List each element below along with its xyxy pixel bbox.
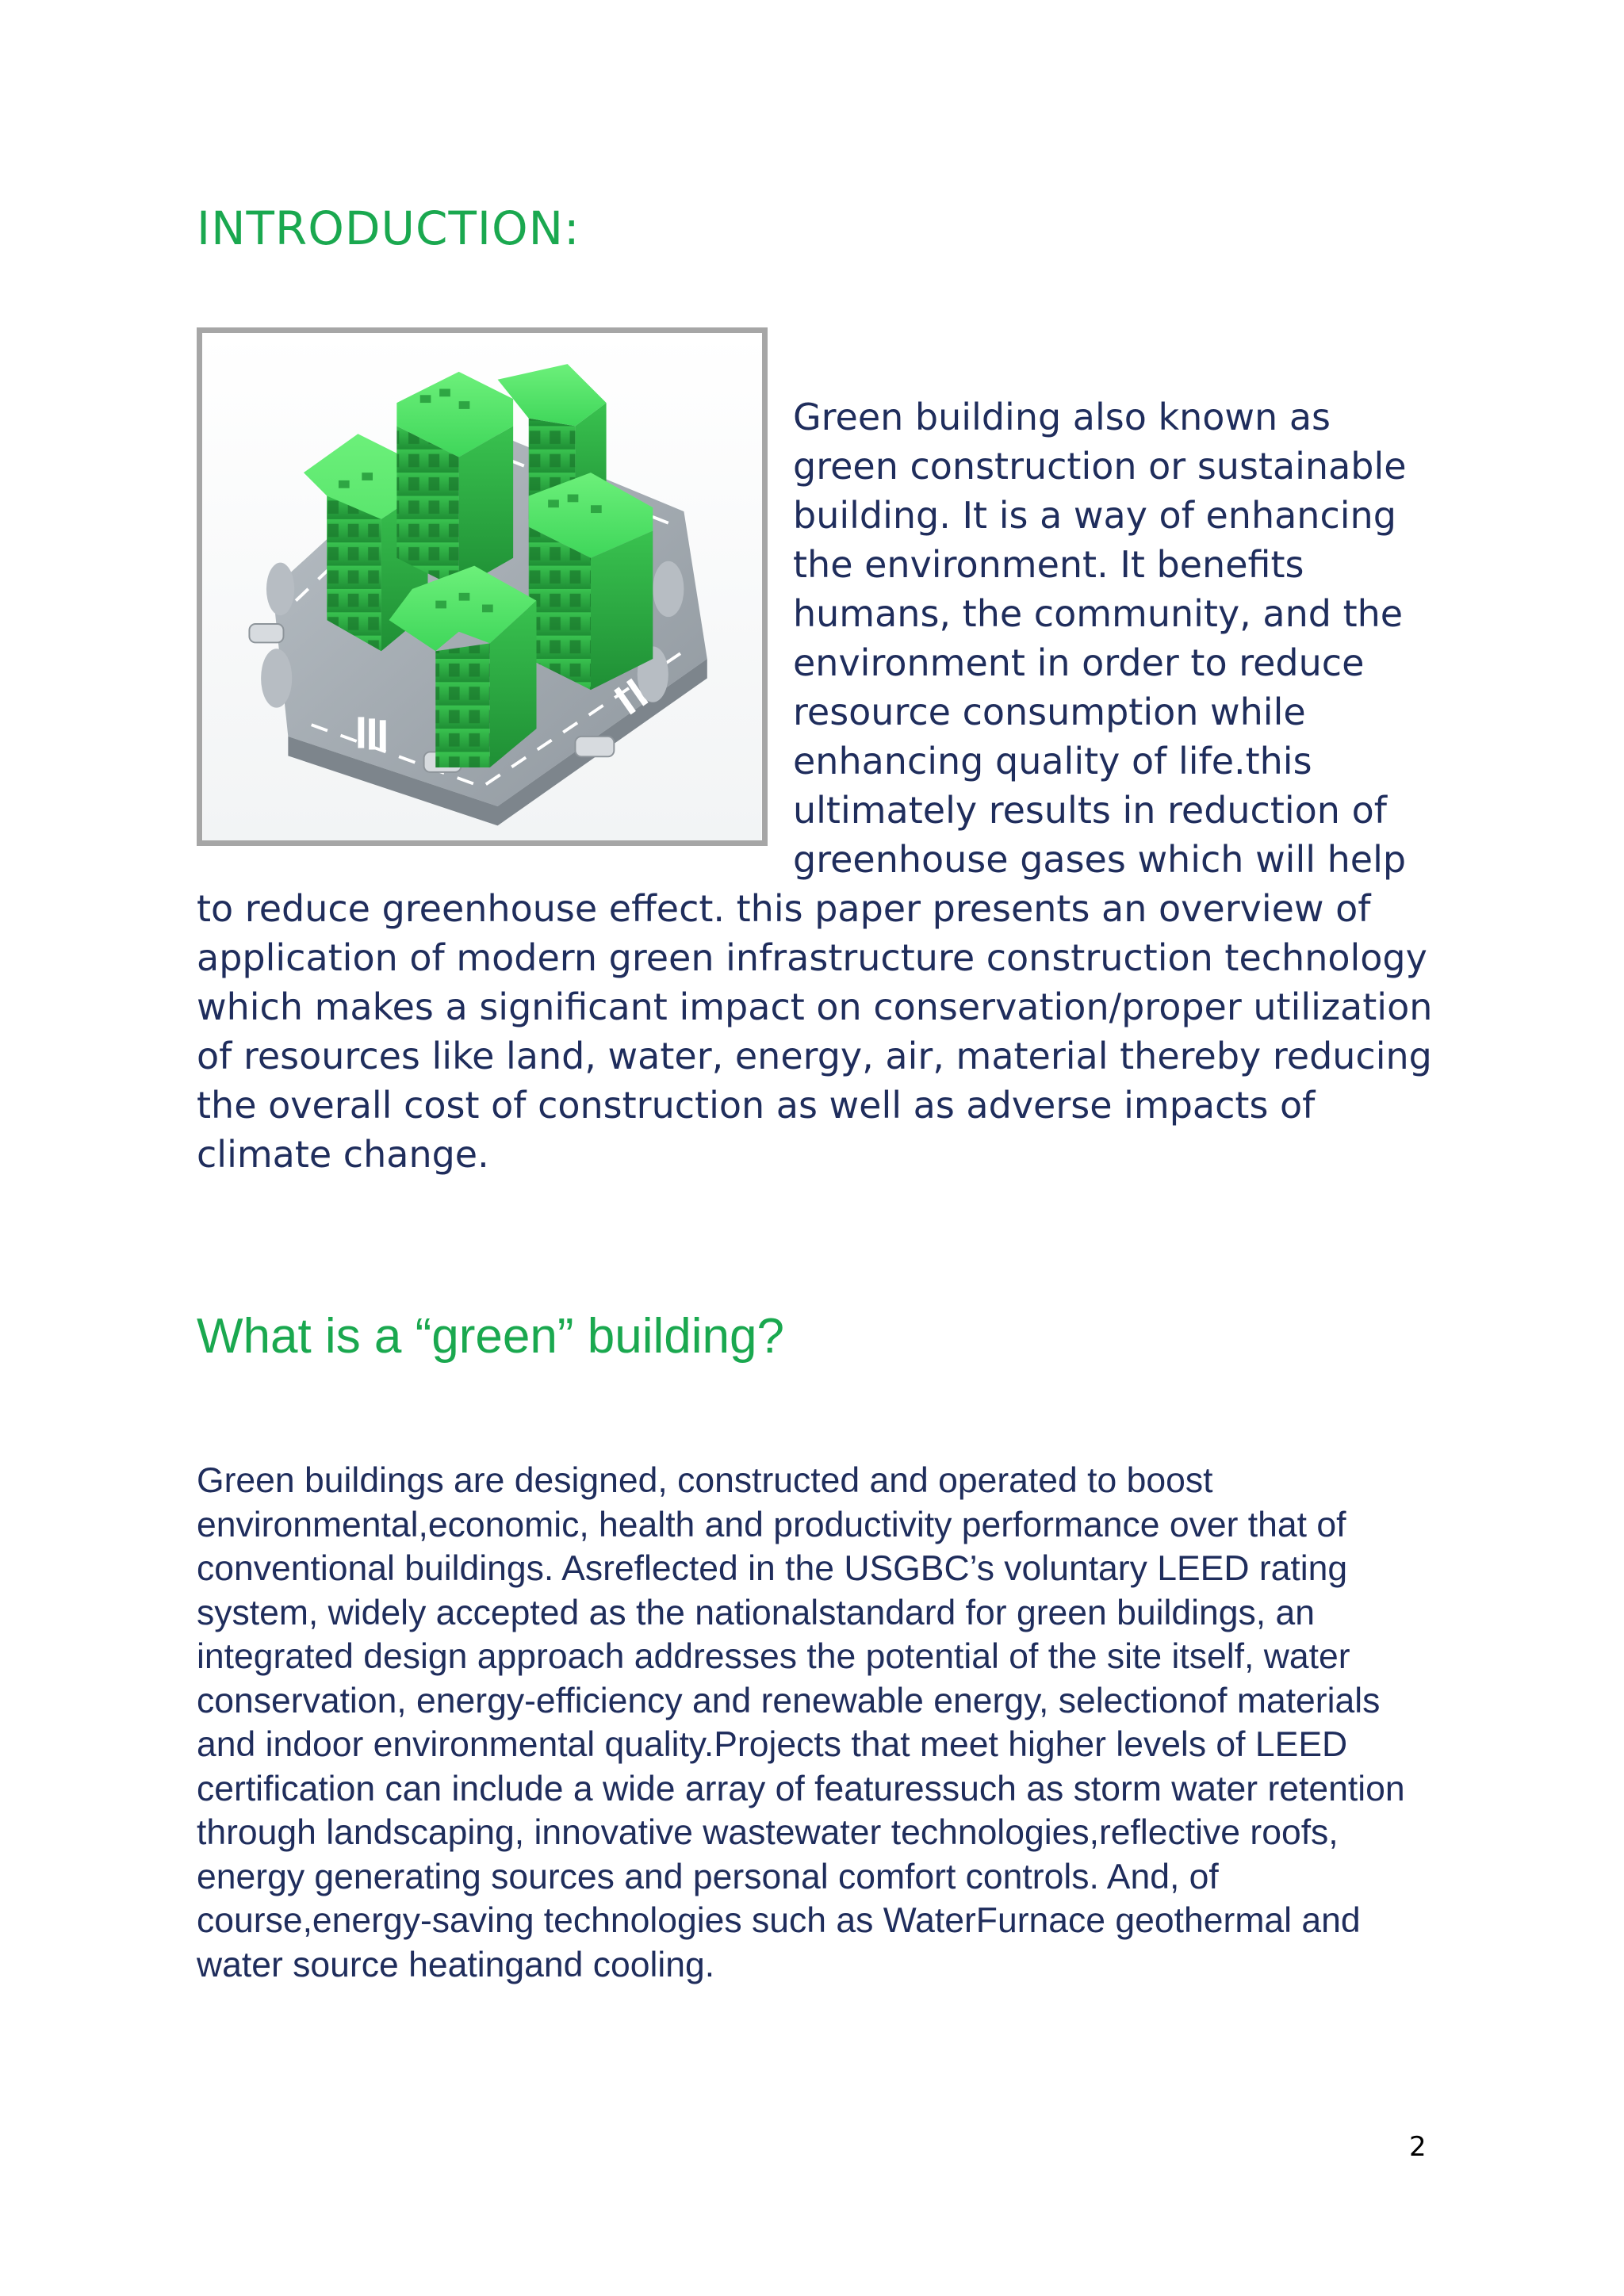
introduction-paragraph: Green building also known as green construction or sustainable building. It is a way of enhancing the environment. It benefits humans, the community, and the environment in order to reduce resource consumption while enhancing quality of life.this ultimately results in reduction of greenhouse gases which will help to reduce greenhouse effect. this paper presents an overview of application of modern green infrastructure construction technology which makes a significant impact on conservation/proper utilization of resources like land, water, energy, air, material thereby reducing the overall cost of construction as well as adverse impacts of climate change. [197,396,1433,1176]
green-recycling-buildings-illustration-icon [202,333,762,840]
introduction-heading: INTRODUCTION: [197,201,580,255]
green-building-paragraph: Green buildings are designed, constructed and operated to boost environmental,economic, health and productivity performance over that of conventional buildings. Asreflected in the USGBC’s voluntary LEED rating system, widely accepted as the nationalstandard for green buildings, an integrated design approach addresses the potential of the site itself, water conservation, energy-efficiency and renewable energy, selectionof materials and indoor environmental quality.Projects that meet higher levels of LEED certification can include a wide array of featuressuch as storm water retention through landscaping, innovative wastewater technologies,reflective roofs, energy generating sources and personal comfort controls. And, of course,energy-saving technologies such as WaterFurnace geothermal and water source heatingand cooling. [197,1461,1405,1984]
introduction-section [197,327,1434,1179]
green-building-heading: What is a “green” building? [197,1309,784,1364]
page-number: 2 [1409,2131,1427,2163]
green-building-figure [197,327,768,846]
